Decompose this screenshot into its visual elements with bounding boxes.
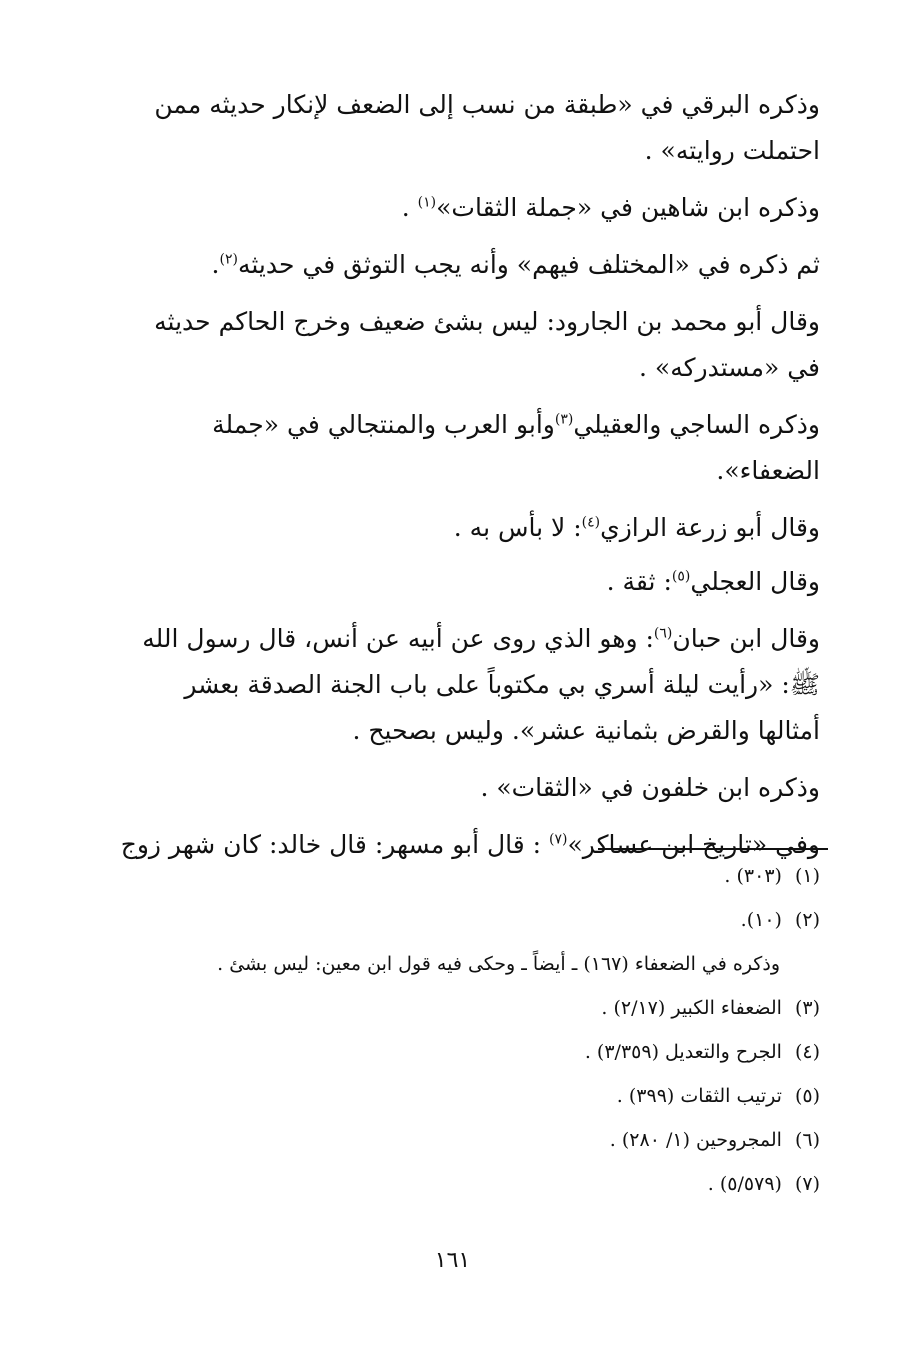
footnote-5: (٥) ترتيب الثقات (٣٩٩) . — [616, 1085, 820, 1107]
footnote-7: (٧) (٥/٥٧٩) . — [707, 1173, 820, 1195]
footnotes — [118, 862, 820, 1214]
footnote-1: (١) (٣٠٣) . — [724, 865, 820, 887]
footnote-ref-1: (١) — [417, 194, 437, 211]
footnote-ref-4: (٤) — [581, 514, 601, 531]
footnote-ref-6: (٦) — [653, 625, 673, 642]
footnote-2-continuation: وذكره في الضعفاء (١٦٧) ـ أيضاً ـ وحكى فيه قول ابن معين: ليس بشئ . — [217, 953, 780, 975]
paragraph-abu-zura: وقال أبو زرعة الرازي$^{(٤)}$: لا بأس به . — [453, 513, 820, 542]
page-number: ١٦١ — [434, 1248, 471, 1273]
paragraph-ibn-asakir: وفي «تاريخ ابن عساكر»$^{(٧)}$ : قال أبو مسهر: قال خالد: كان شهر زوج — [120, 830, 820, 859]
main-text — [118, 82, 820, 879]
footnote-3: (٣) الضعفاء الكبير (٢/١٧) . — [601, 997, 820, 1019]
footnote-4: (٤) الجرح والتعديل (٣/٣٥٩) . — [584, 1041, 820, 1063]
paragraph-ibn-shahin: وذكره ابن شاهين في «جملة الثقات»$^{(١)}$ . — [401, 193, 820, 222]
footnote-2: (٢) (١٠). — [740, 909, 820, 931]
footnote-ref-5: (٥) — [671, 568, 691, 585]
footnote-divider — [598, 848, 828, 850]
footnote-6: (٦) المجروحين (١/ ٢٨٠) . — [609, 1129, 820, 1151]
paragraph-mukhtalaf: ثم ذكره في «المختلف فيهم» وأنه يجب التوثق في حديثه$^{(٢)}$. — [211, 250, 820, 279]
paragraph-ijli: وقال العجلي$^{(٥)}$: ثقة . — [606, 567, 820, 596]
paragraph-barqi: وذكره البرقي في «طبقة من نسب إلى الضعف لإنكار حديثه ممن احتملت روايته» . — [154, 90, 820, 165]
paragraph-ibn-jarud: وقال أبو محمد بن الجارود: ليس بشئ ضعيف وخرج الحاكم حديثه في «مستدركه» . — [154, 307, 820, 382]
footnote-ref-2: (٢) — [219, 251, 238, 268]
paragraph-ibn-khalfun: وذكره ابن خلفون في «الثقات» . — [480, 773, 820, 802]
paragraph-ibn-hibban: وقال ابن حبان$^{(٦)}$: وهو الذي روى عن أبيه عن أنس، قال رسول الله ﷺ: «رأيت ليلة أسري بي مكتوباً على باب الجنة الصدقة بعشر أمثالها والقرض بثمانية عشر». وليس بصحيح . — [142, 624, 820, 745]
footnote-ref-3: (٣) — [554, 411, 574, 428]
paragraph-saji: وذكره الساجي والعقيلي$^{(٣)}$وأبو العرب والمنتجالي في «جملة الضعفاء». — [212, 410, 820, 485]
footnote-ref-7: (٧) — [549, 831, 568, 848]
